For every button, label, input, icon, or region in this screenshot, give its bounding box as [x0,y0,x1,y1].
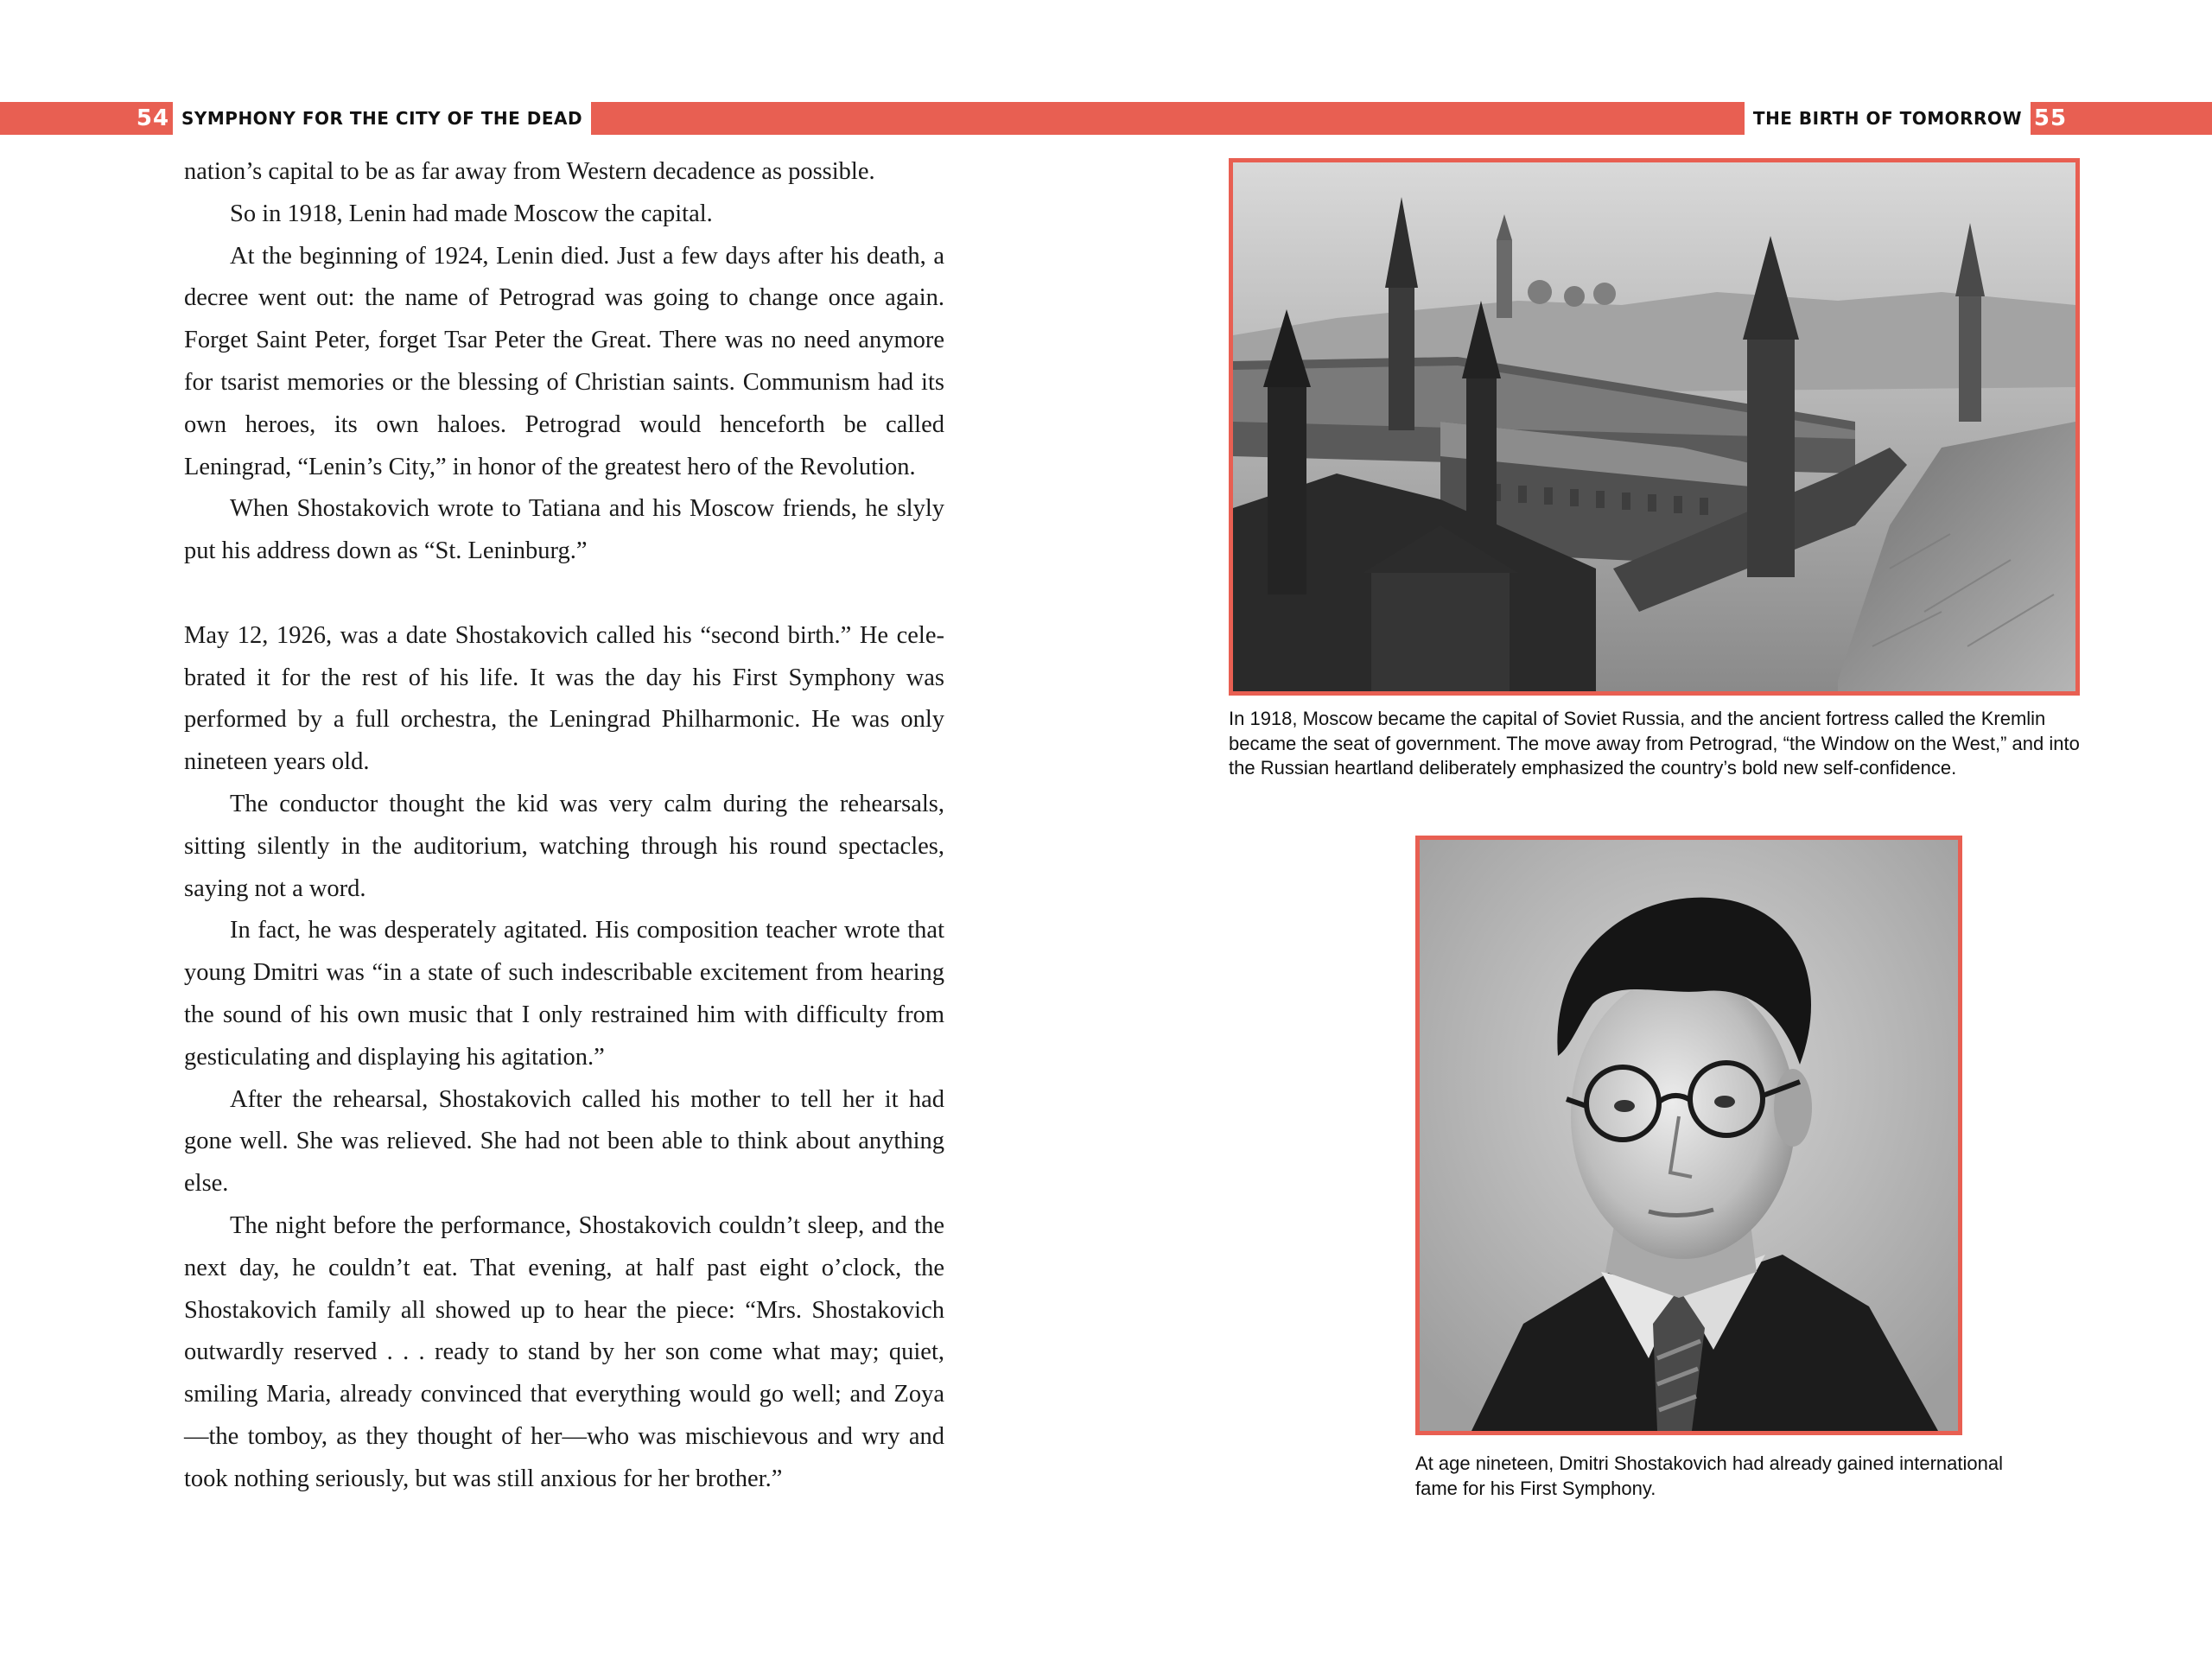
kremlin-photo [1229,158,2080,696]
paragraph: When Shostakovich wrote to Tatiana and his Moscow friends, he slyly put his address down as “St. Leninburg.” [184,495,944,565]
body-text [184,151,944,1501]
page-number: 54 [133,102,173,135]
shostakovich-portrait [1415,836,1962,1435]
page-number: 55 [2031,102,2070,135]
figure-caption: At age nineteen, Dmitri Shostakovich had already gained international fame for his First Symphony. [1415,1452,2003,1499]
running-header-title: SYMPHONY FOR THE CITY OF THE DEAD [173,102,591,135]
paragraph: nation’s capital to be as far away from Western decadence as possible. [184,158,875,185]
paragraph: In fact, he was desperately agitated. His composition teacher wrote that young Dmitri was “in a state of such indescribable excitement from hearing the sound of his own music that I only restrained him with difficulty from gesticulating and displaying his agitation.” [184,917,944,1071]
right-page [1106,0,2212,1659]
running-header-title: THE BIRTH OF TOMORROW [1745,102,2031,135]
paragraph: So in 1918, Lenin had made Moscow the capital. [230,200,713,227]
paragraph: After the rehearsal, Shostakovich called his mother to tell her it had gone well. She was relieved. She had not been able to think about anything else. [184,1085,944,1198]
shostakovich-portrait-image [1420,840,1958,1431]
paragraph: May 12, 1926, was a date Shostakovich called his “second birth.” He celebrated it for the rest of his life. It was the day his First Symphony was performed by a full orchestra, the Leningrad Philharmonic. He was only nineteen years old. [184,621,944,776]
paragraph: At the beginning of 1924, Lenin died. Just a few days after his death, a decree went out: the name of Petrograd was going to change once again. Forget Saint Peter, forget Tsar Peter the Great. There was no need anymore for tsarist memories or the blessing of Christian saints. Communism had its own heroes, its own haloes. Petrograd would henceforth be called Leningrad, “Lenin’s City,” in honor of the greatest hero of the Revolution. [184,242,944,480]
paragraph: The night before the performance, Shostakovich couldn’t sleep, and the next day, he couldn’t eat. That evening, at half past eight o’clock, the Shostakovich family all showed up to hear the piece: “Mrs. Shostakovich outwardly reserved . . . ready to stand by her son come what may; quiet, smiling Maria, already convinced that everything would go well; and Zoya—the tomboy, as they thought of her—who was mischievous and wry and took nothing seriously, but was still anxious for her brother.” [184,1211,944,1492]
paragraph: The conductor thought the kid was very calm during the rehearsals, sitting silently in the auditorium, watching through his round spectacles, saying not a word. [184,790,944,902]
figure-caption: In 1918, Moscow became the capital of Soviet Russia, and the ancient fortress called the Kremlin became the seat of government. The move away from Petrograd, “the Window on the West,” and into the Russian heartland deliberately emphasized the country’s bold new self-confidence. [1229,708,2080,779]
kremlin-photo-image [1233,162,2075,691]
